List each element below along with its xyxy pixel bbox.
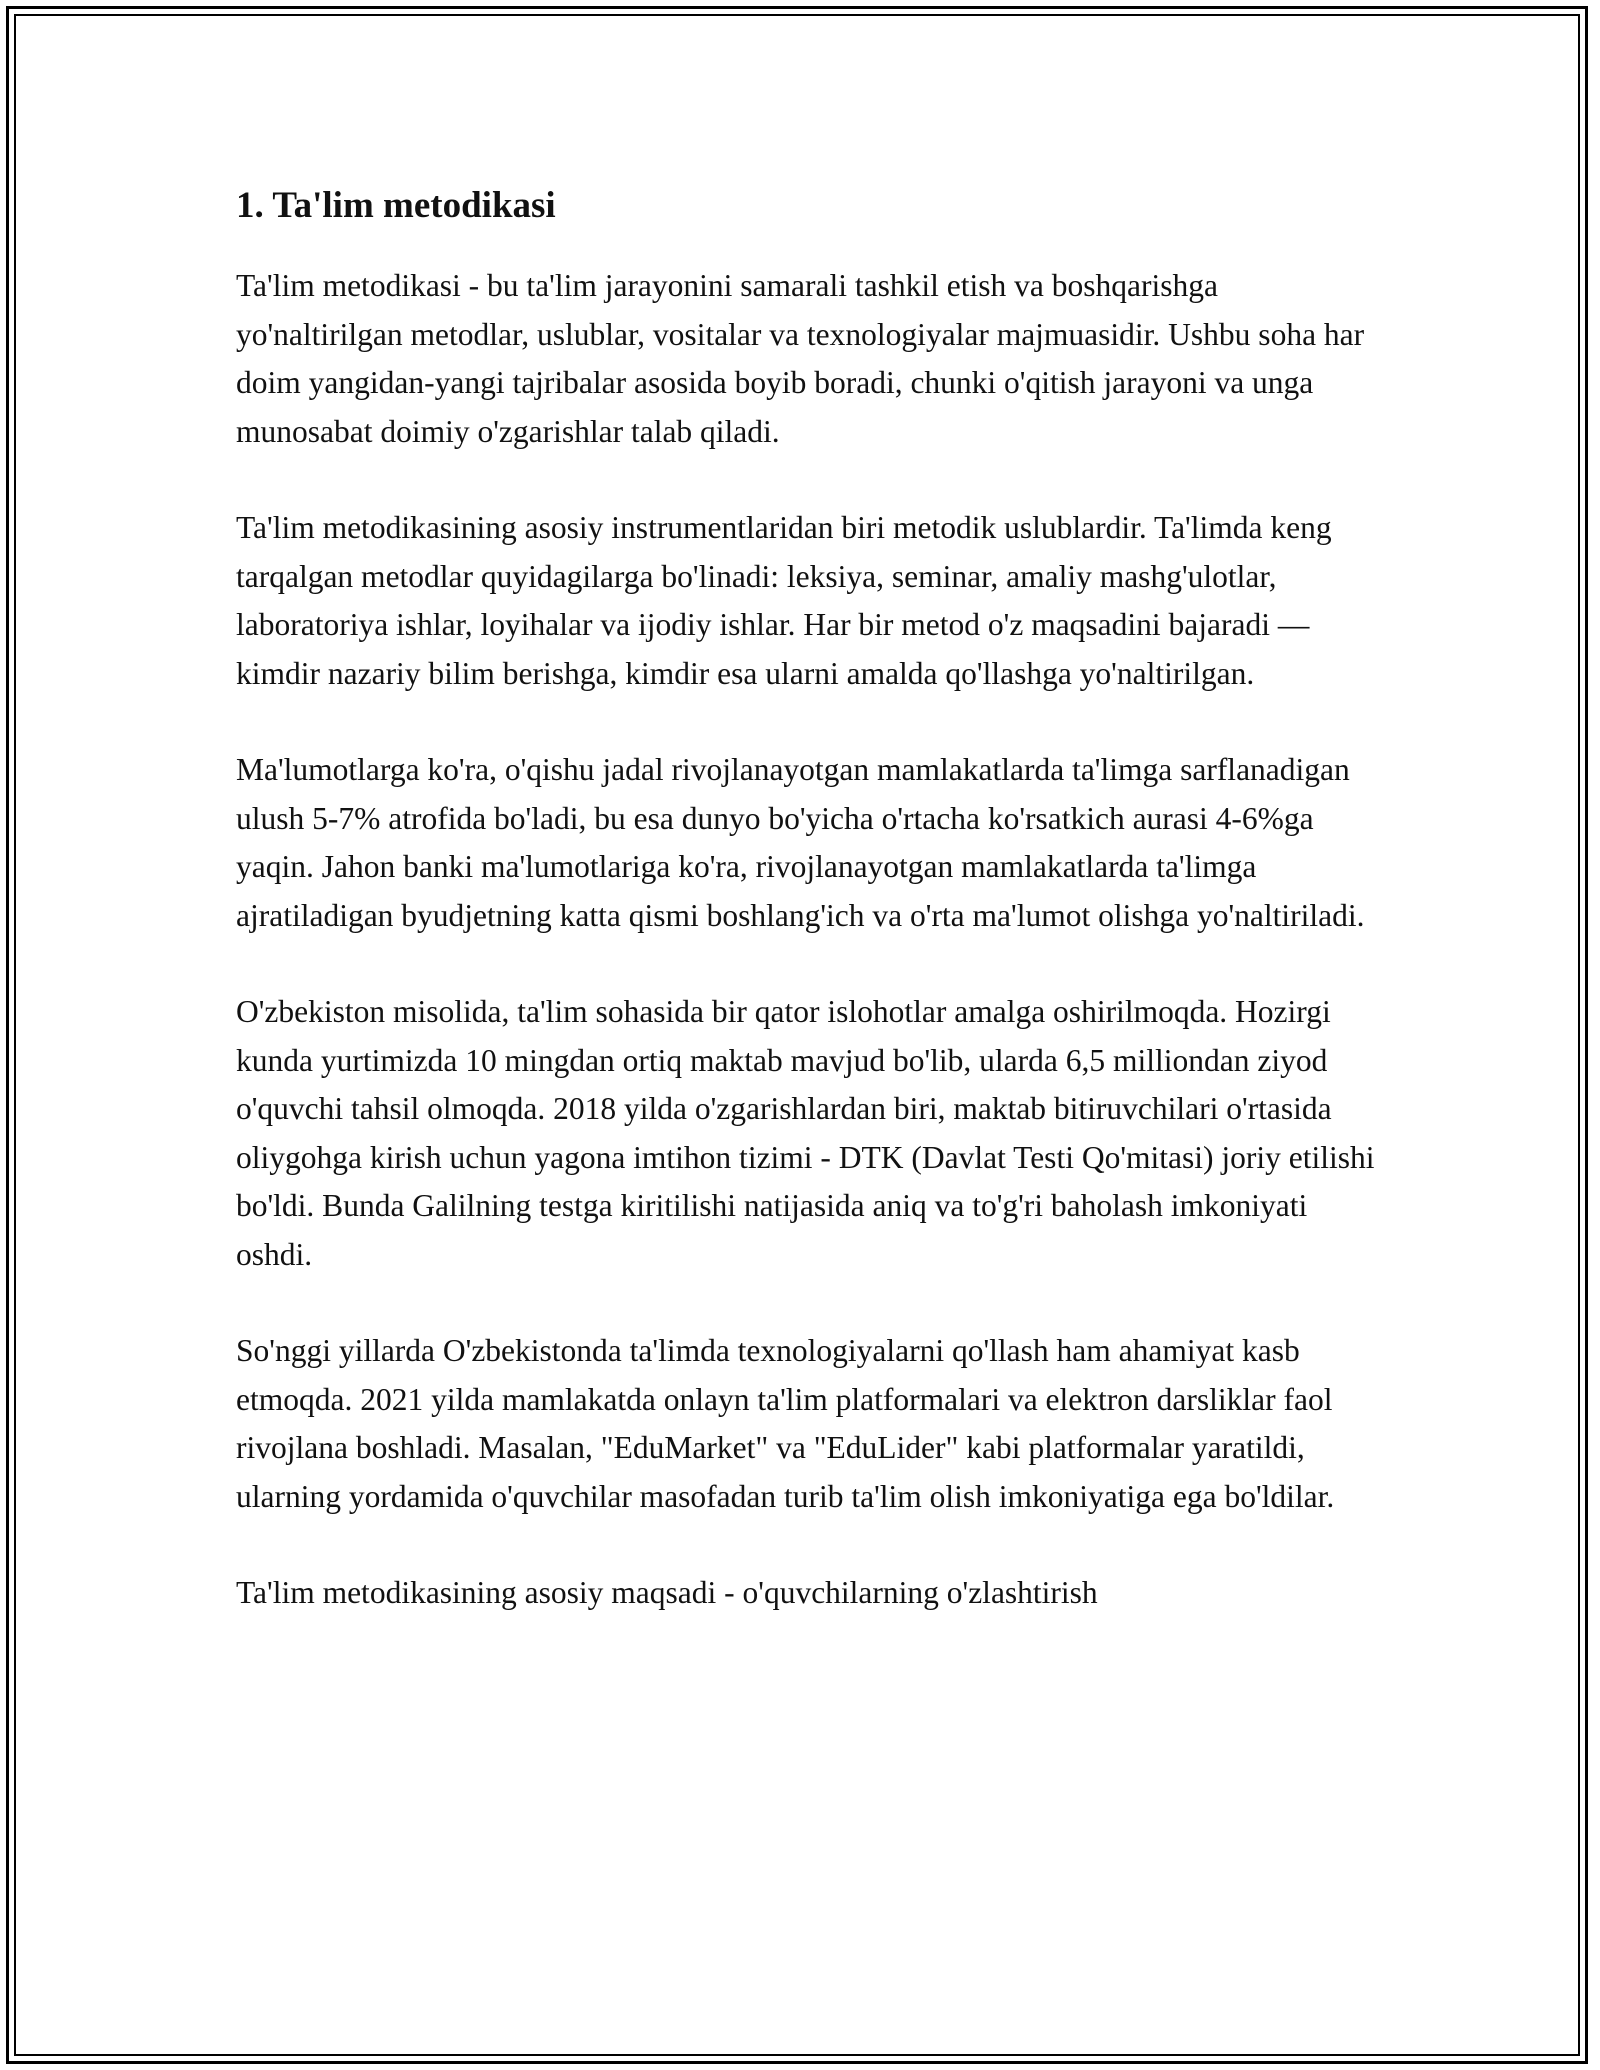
paragraph-definition: Ta'lim metodikasi - bu ta'lim jarayonini samarali tashkil etish va boshqarishga yo'naltirilgan metodlar, uslublar, vositalar va texnologiyalar majmuasidir. Ushbu soha har doim yangidan-yangi tajribalar asosida boyib boradi, chunki o'qitish jarayoni va unga munosabat doimiy o'zgarishlar talab qiladi. [236,268,1365,449]
paragraph-methods: Ta'lim metodikasining asosiy instrumentlaridan biri metodik uslublardir. Ta'limda keng tarqalgan metodlar quyidagilarga bo'linadi: leksiya, seminar, amaliy mashg'ulotlar, laboratoriya ishlar, loyihalar va ijodiy ishlar. Har bir metod o'z maqsadini bajaradi — kimdir nazariy bilim berishga, kimdir esa ularni amalda qo'llashga yo'naltirilgan. [236,510,1332,691]
paragraph-uzbekistan-reforms: O'zbekiston misolida, ta'lim sohasida bir qator islohotlar amalga oshirilmoqda. Hozirgi kunda yurtimizda 10 mingdan ortiq maktab mavjud bo'lib, ularda 6,5 milliondan ziyod o'quvchi tahsil olmoqda. 2018 yilda o'zgarishlardan biri, maktab bitiruvchilari o'rtasida oliygohga kirish uchun yagona imtihon tizimi - DTK (Davlat Testi Qo'mitasi) joriy etilishi bo'ldi. Bunda Galilning testga kiritilishi natijasida aniq va to'g'ri baholash imkoniyati oshdi. [236,994,1375,1272]
section-title: 1. Ta'lim metodikasi [236,185,556,226]
document-body [236,184,1386,1666]
paragraph-technology: So'nggi yillarda O'zbekistonda ta'limda texnologiyalarni qo'llash ham ahamiyat kasb etmoqda. 2021 yilda mamlakatda onlayn ta'lim platformalari va elektron darsliklar faol rivojlana boshladi. Masalan, "EduMarket" va "EduLider" kabi platformalar yaratildi, ularning yordamida o'quvchilar masofadan turib ta'lim olish imkoniyatiga ega bo'ldilar. [236,1333,1335,1514]
paragraph-goal: Ta'lim metodikasining asosiy maqsadi - o'quvchilarning o'zlashtirish [236,1575,1098,1611]
paragraph-statistics: Ma'lumotlarga ko'ra, o'qishu jadal rivojlanayotgan mamlakatlarda ta'limga sarflanadigan ulush 5-7% atrofida bo'ladi, bu esa dunyo bo'yicha o'rtacha ko'rsatkich aurasi 4-6%ga yaqin. Jahon banki ma'lumotlariga ko'ra, rivojlanayotgan mamlakatlarda ta'limga ajratiladigan byudjetning katta qismi boshlang'ich va o'rta ma'lumot olishga yo'naltiriladi. [236,752,1365,933]
